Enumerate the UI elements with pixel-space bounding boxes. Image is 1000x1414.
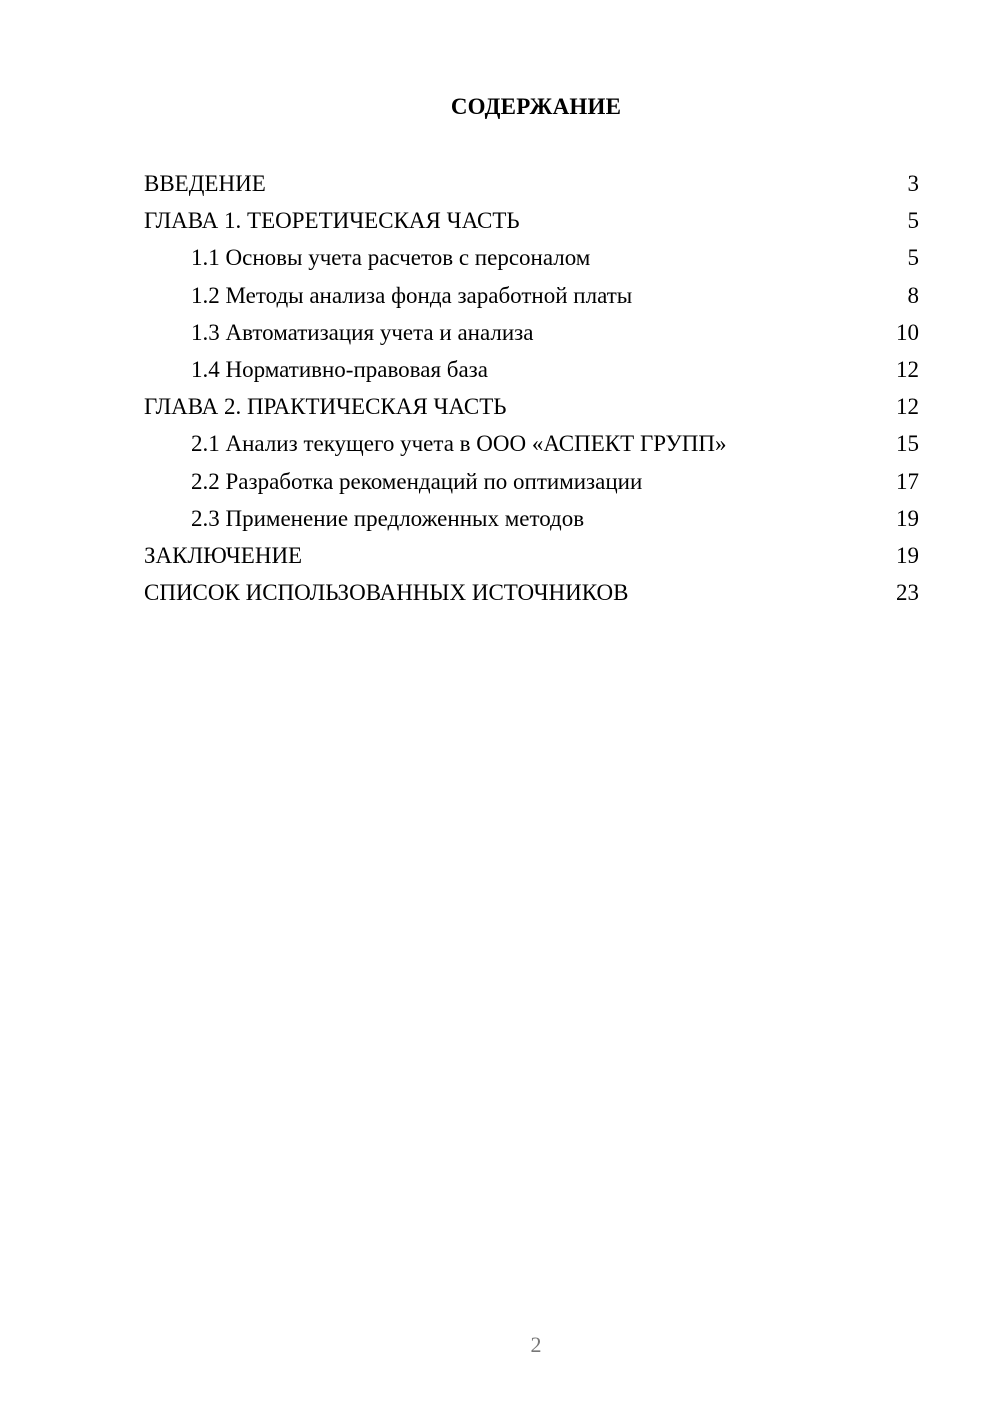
- toc-entry-label: 2.1 Анализ текущего учета в ООО «АСПЕКТ ГРУПП»: [191, 431, 727, 457]
- toc-entry-label: ГЛАВА 2. ПРАКТИЧЕСКАЯ ЧАСТЬ: [144, 394, 507, 420]
- toc-entry-label: ГЛАВА 1. ТЕОРЕТИЧЕСКАЯ ЧАСТЬ: [144, 208, 520, 234]
- toc-entry-page: 19: [896, 505, 919, 531]
- toc-entry: [144, 314, 919, 351]
- toc-entry: [144, 202, 919, 239]
- toc-title: СОДЕРЖАНИЕ: [450, 94, 622, 119]
- toc-entry-page: 12: [896, 394, 919, 420]
- toc-entry-label: 1.2 Методы анализа фонда заработной платы: [191, 282, 633, 308]
- toc-entry-page: 8: [907, 282, 919, 308]
- toc-entry: [144, 425, 919, 462]
- toc-list: [144, 165, 919, 611]
- toc-entry-label: 1.4 Нормативно-правовая база: [191, 356, 488, 382]
- toc-entry-page: 19: [896, 542, 919, 568]
- toc-entry: [144, 351, 919, 388]
- toc-entry: [144, 165, 919, 202]
- toc-entry-label: 2.3 Применение предложенных методов: [191, 505, 585, 531]
- toc-entry-label: ЗАКЛЮЧЕНИЕ: [144, 542, 303, 568]
- toc-entry: [144, 277, 919, 314]
- toc-entry: [144, 574, 919, 611]
- toc-entry-label: 1.3 Автоматизация учета и анализа: [191, 319, 534, 345]
- toc-entry: [144, 239, 919, 276]
- toc-entry-page: 12: [896, 356, 919, 382]
- toc-entry: [144, 388, 919, 425]
- toc-entry: [144, 537, 919, 574]
- toc-entry-label: 1.1 Основы учета расчетов с персоналом: [191, 245, 591, 271]
- toc-entry-page: 23: [896, 580, 919, 606]
- toc-entry: [144, 500, 919, 537]
- toc-entry-label: 2.2 Разработка рекомендаций по оптимизации: [191, 468, 643, 494]
- toc-entry: [144, 463, 919, 500]
- toc-entry-page: 5: [907, 208, 919, 234]
- page-number: 2: [530, 1332, 542, 1357]
- toc-entry-page: 10: [896, 319, 919, 345]
- toc-entry-page: 3: [907, 171, 919, 196]
- toc-entry-page: 5: [907, 245, 919, 271]
- toc-entry-label: ВВЕДЕНИЕ: [144, 171, 266, 196]
- toc-entry-page: 17: [896, 468, 919, 494]
- toc-entry-label: СПИСОК ИСПОЛЬЗОВАННЫХ ИСТОЧНИКОВ: [144, 580, 629, 606]
- toc-entry-page: 15: [896, 431, 919, 457]
